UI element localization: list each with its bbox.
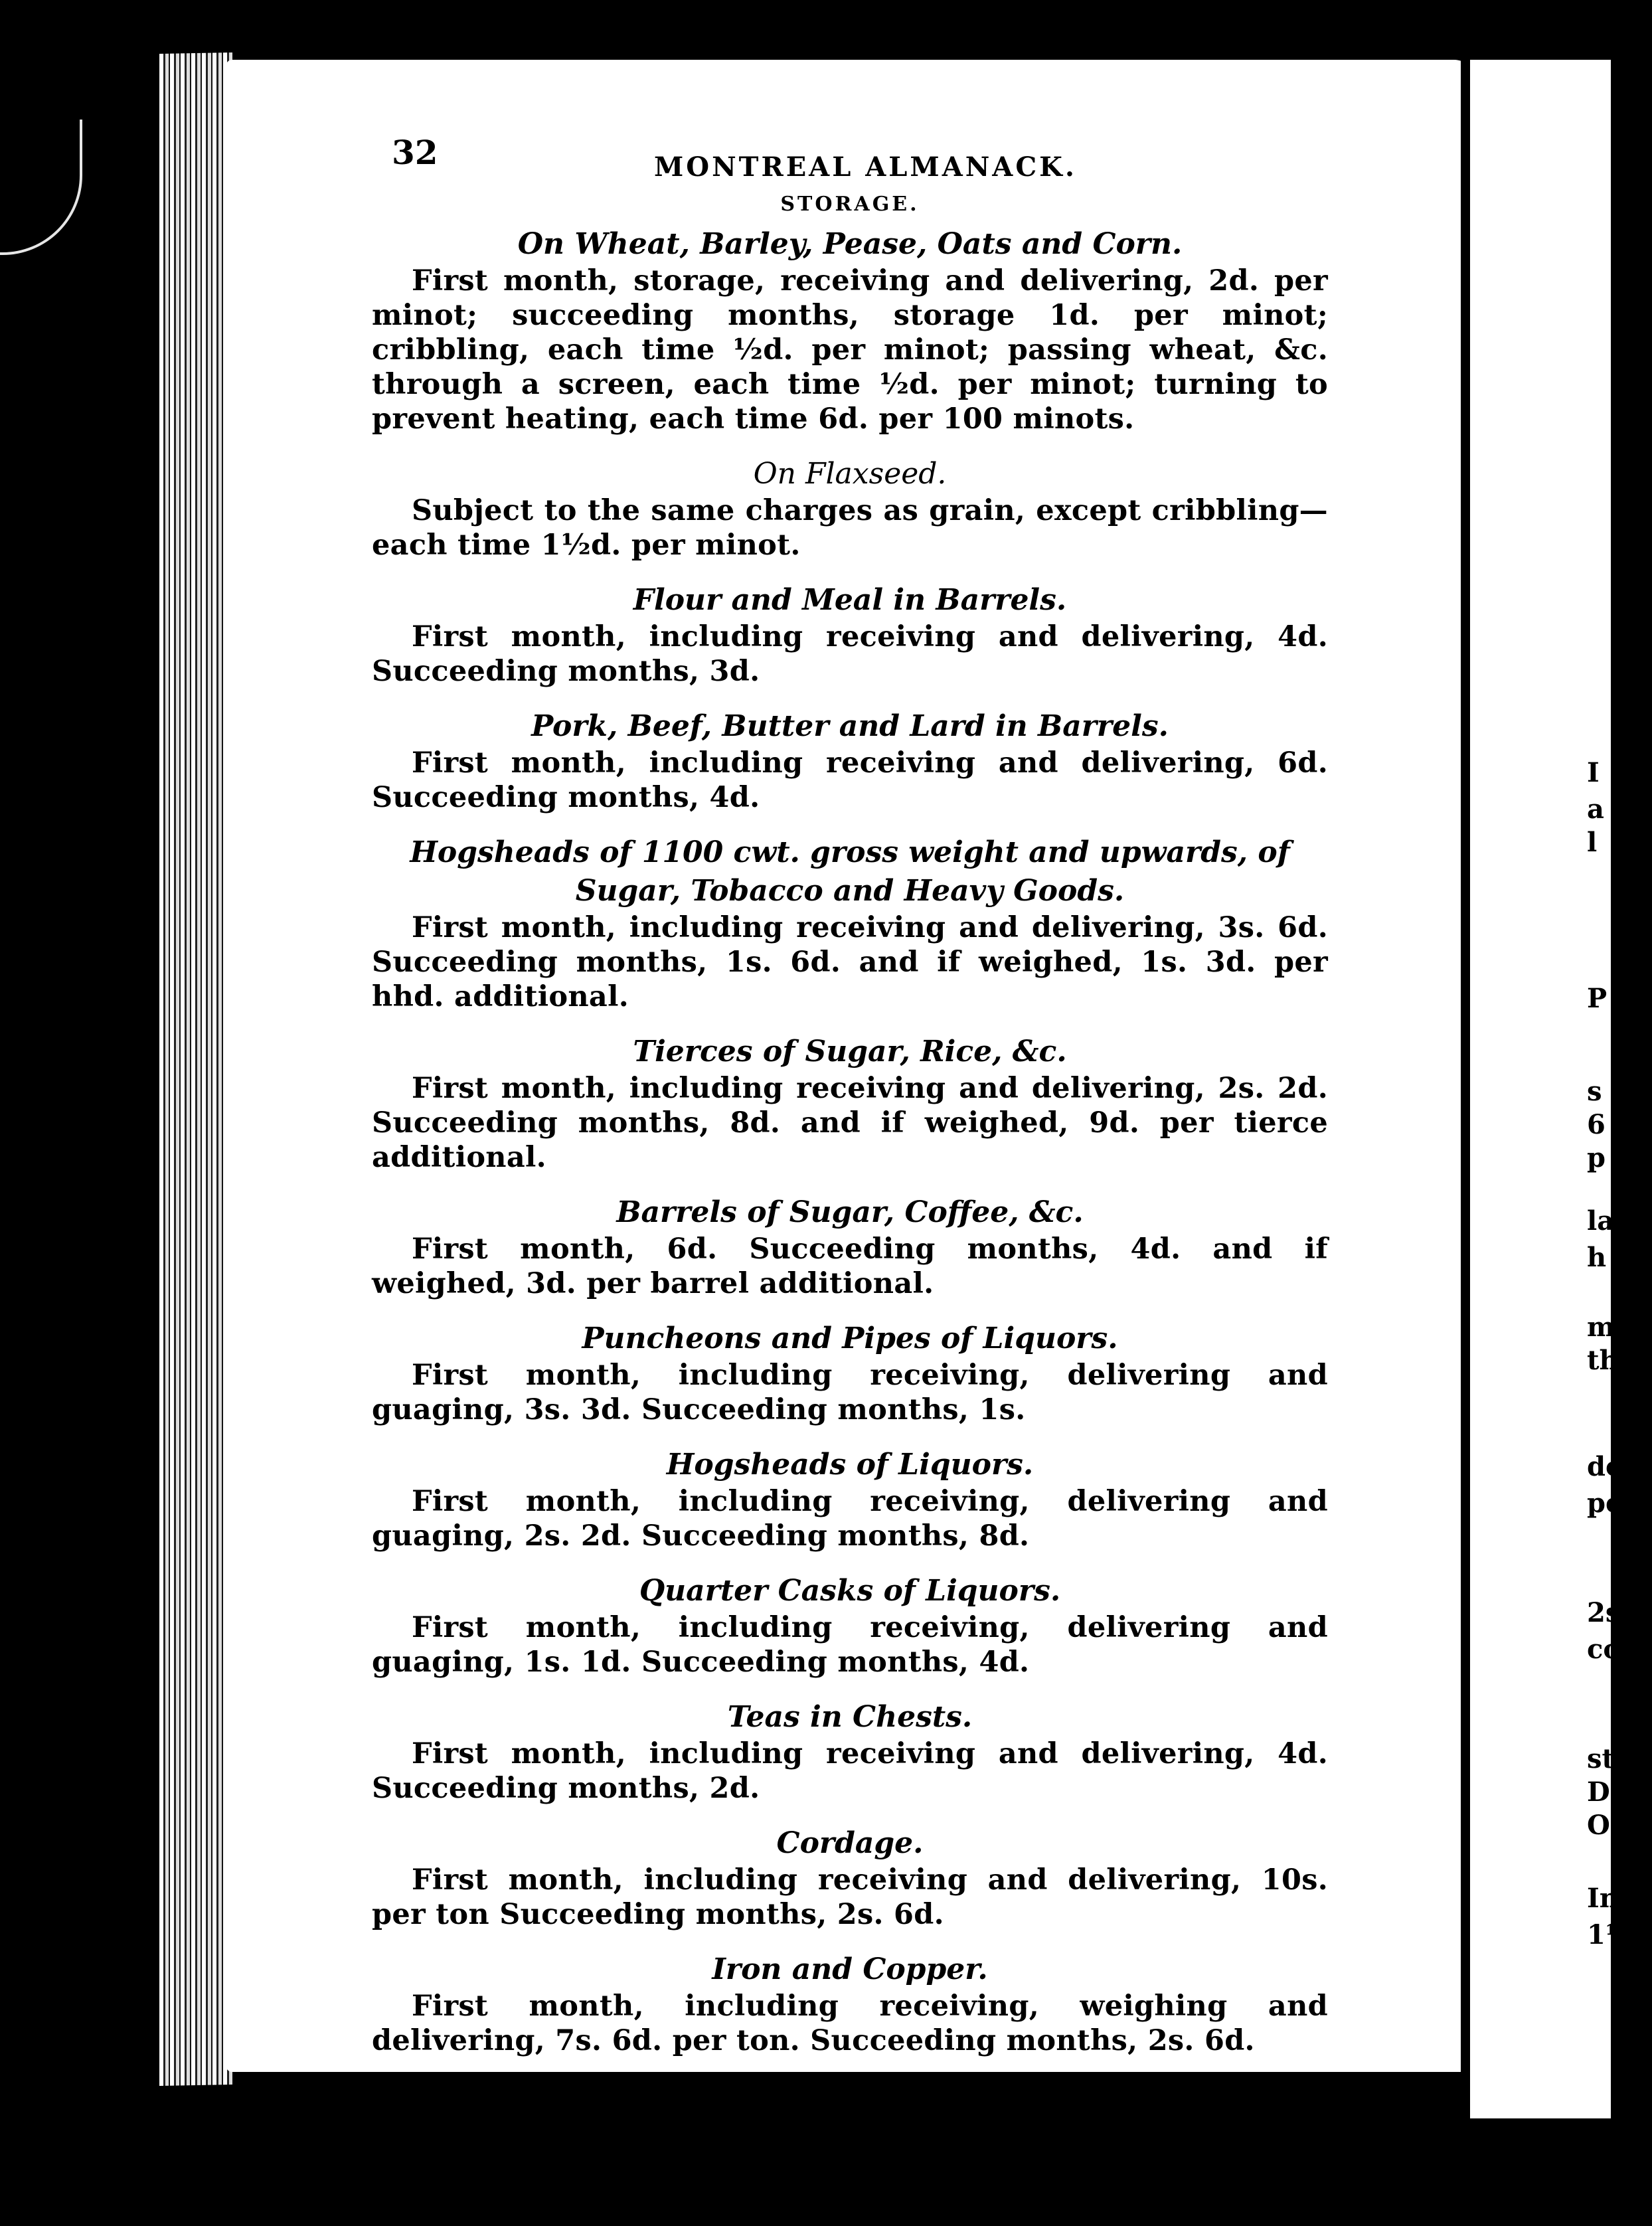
entry-text: First month, including receiving and delivering, 6d. Succeeding months, 4d. xyxy=(372,746,1328,814)
section-title: STORAGE. xyxy=(780,193,920,216)
entry-heading: Teas in Chests. xyxy=(727,1700,973,1734)
page-content xyxy=(372,133,1328,2203)
facing-fragment: 2s. xyxy=(1587,1597,1630,1628)
book-page-edges xyxy=(159,52,232,2086)
entry-text: First month, including receiving, delivering and guaging, 2s. 2d. Succeeding months, 8d. xyxy=(372,1485,1328,1553)
facing-fragment: Inc xyxy=(1587,1883,1635,1914)
facing-fragment: P xyxy=(1587,983,1608,1014)
entry-text: Subject to the same charges as grain, except cribbling—each time 1½d. per minot. xyxy=(372,494,1328,562)
entry-text: First month, including receiving and delivering, 3s. 6d. Succeeding months, 1s. 6d. and if weighed, 1s. 3d. per hhd. additional. xyxy=(372,911,1328,1013)
facing-fragment: I xyxy=(1587,757,1600,788)
entry-text: First month, storage, receiving and delivering, 2d. per minot; succeeding months, storage 1d. per minot; cribbling, each time ½d. per minot; passing wheat, &c. through a screen, each time ½d. per minot; turning to prevent heating, each time 6d. per 100 minots. xyxy=(372,264,1328,436)
facing-fragment: De xyxy=(1587,1776,1627,1808)
running-header xyxy=(372,133,1328,193)
facing-fragment: sta xyxy=(1587,1743,1631,1774)
entry-text: First month, including receiving, weighing and delivering, 7s. 6d. per ton. Succeeding months, 2s. 6d. xyxy=(372,1990,1328,2057)
facing-fragment: a xyxy=(1587,794,1604,825)
entry-text: First month, including receiving and delivering, 4d. Succeeding months, 3d. xyxy=(372,620,1328,688)
facing-fragment: co xyxy=(1587,1634,1621,1665)
facing-fragment: p xyxy=(1587,1142,1606,1173)
entry-heading: Hogsheads of 1100 cwt. gross weight and upwards, of Sugar, Tobacco and Heavy Goods. xyxy=(410,835,1290,908)
entry-text: First month, 6d. Succeeding months, 4d. and if weighed, 3d. per barrel additional. xyxy=(372,1233,1328,1300)
entry-text: First month, including receiving, delivering and guaging, 3s. 3d. Succeeding months, 1s. xyxy=(372,1359,1328,1426)
entry-heading: Barrels of Sugar, Coffee, &c. xyxy=(616,1195,1084,1229)
entry-heading: On Flaxseed. xyxy=(753,457,947,491)
facing-fragment: do xyxy=(1587,1451,1623,1482)
facing-fragment: l xyxy=(1587,827,1598,858)
facing-fragment: th xyxy=(1587,1345,1619,1376)
entry-heading: Puncheons and Pipes of Liquors. xyxy=(582,1322,1118,1355)
facing-fragment: 6 xyxy=(1587,1109,1606,1140)
page-number: 32 xyxy=(392,133,438,172)
facing-fragment: m xyxy=(1587,1312,1615,1343)
facing-fragment: s xyxy=(1587,1076,1602,1107)
facing-fragment: 1½d xyxy=(1587,1919,1652,1950)
entry-heading: Salt. xyxy=(812,2079,888,2112)
entry-text: First month, including receiving, delivering and guaging, 1s. 1d. Succeeding months, 4d. xyxy=(372,1611,1328,1679)
entry-text: First month, including receiving and delivering, 2s. 2d. Succeeding months, 8d. and if weighed, 9d. per tierce additional. xyxy=(372,1072,1328,1174)
facing-fragment: pe xyxy=(1587,1488,1623,1519)
entry-text: First month, including receiving and delivering, 10s. per ton Succeeding months, 2s. 6d. xyxy=(372,1863,1328,1931)
entry-heading: Cordage. xyxy=(776,1826,924,1860)
entry-heading: Flour and Meal in Barrels. xyxy=(633,583,1067,617)
running-title: MONTREAL ALMANACK. xyxy=(654,151,1077,183)
facing-fragment: la xyxy=(1587,1205,1615,1237)
entry-heading: Hogsheads of Liquors. xyxy=(666,1448,1034,1482)
facing-fragment: Oa xyxy=(1587,1810,1627,1841)
entry-heading: On Wheat, Barley, Pease, Oats and Corn. xyxy=(517,227,1183,261)
entry-text: First month, including receiving and delivering, 4d. Succeeding months, 2d. xyxy=(372,1737,1328,1805)
entry-heading: Pork, Beef, Butter and Lard in Barrels. xyxy=(531,709,1169,743)
page-curl-shadow xyxy=(0,120,82,255)
entry-text: First month, including receiving and delivering, 2d. per minot. xyxy=(372,2116,1328,2183)
entry-heading: Iron and Copper. xyxy=(712,1952,988,1986)
entry-heading: Quarter Casks of Liquors. xyxy=(639,1574,1061,1608)
entry-heading: Tierces of Sugar, Rice, &c. xyxy=(633,1035,1067,1069)
facing-fragment: h xyxy=(1587,1242,1607,1273)
